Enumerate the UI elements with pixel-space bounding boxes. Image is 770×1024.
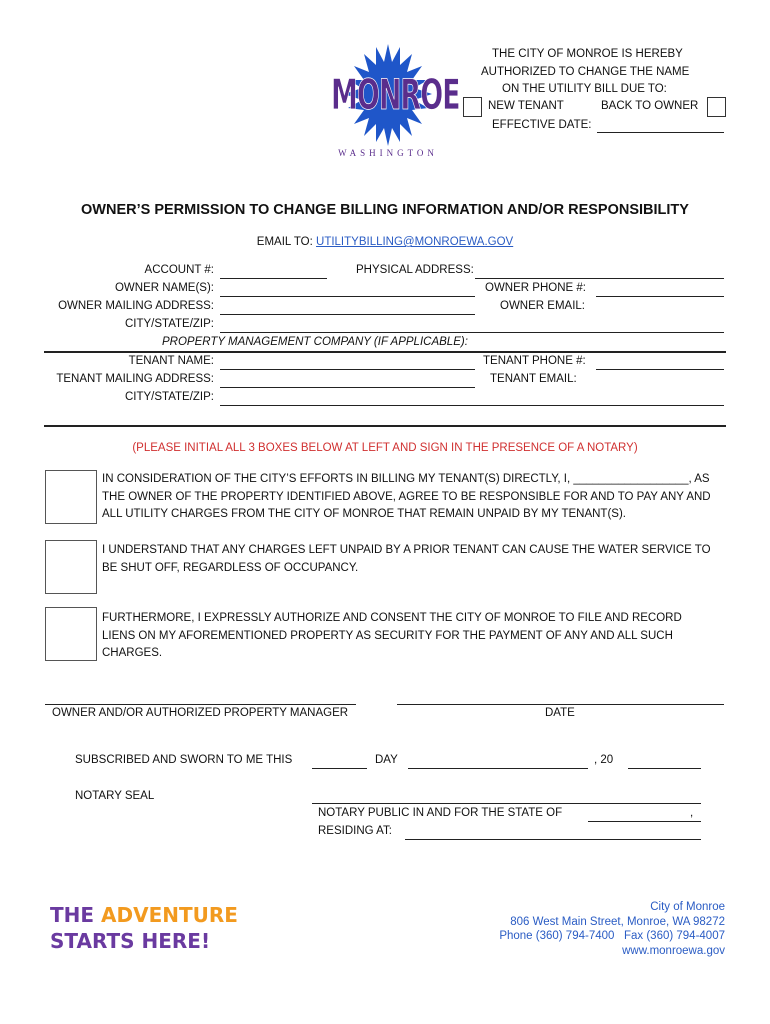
clause-3: FURTHERMORE, I EXPRESSLY AUTHORIZE AND CONSENT THE CITY OF MONROE TO FILE AND RECORD LIENS ON MY AFOREMENTIONED PROPERTY AS SECURITY FOR THE PAYMENT OF ANY AND ALL SUCH CHARGES. — [102, 612, 682, 659]
pm-divider — [44, 351, 726, 353]
slogan-adventure: ADVENTURE — [101, 903, 238, 927]
day-field[interactable] — [312, 768, 367, 769]
owner-email-label: OWNER EMAIL: — [500, 300, 585, 312]
tenant-city-label: CITY/STATE/ZIP: — [124, 391, 214, 403]
notary-state-comma: , — [690, 807, 694, 819]
owner-mailing-label: OWNER MAILING ADDRESS: — [58, 300, 214, 312]
contact-phone: Phone (360) 794-7400 Fax (360) 794-4007 — [499, 930, 725, 942]
initial-box-1[interactable] — [45, 470, 97, 524]
tenant-divider — [44, 425, 726, 427]
tenant-email-label: TENANT EMAIL: — [490, 373, 577, 385]
owner-city-label: CITY/STATE/ZIP: — [124, 318, 214, 330]
new-tenant-checkbox[interactable] — [463, 97, 482, 117]
contact-block — [499, 900, 725, 958]
residing-label: RESIDING AT: — [318, 825, 392, 837]
notary-state-label: NOTARY PUBLIC IN AND FOR THE STATE OF — [318, 807, 563, 819]
pm-label: PROPERTY MANAGEMENT COMPANY (IF APPLICABLE): — [162, 336, 468, 348]
logo-tagline: WASHINGTON — [338, 148, 438, 158]
logo-wordmark: MONROE — [331, 72, 460, 121]
day-label: DAY — [375, 754, 398, 766]
owner-names-field[interactable] — [220, 296, 475, 297]
year-field[interactable] — [628, 768, 701, 769]
tenant-city-field[interactable] — [220, 405, 724, 406]
owner-phone-field[interactable] — [596, 296, 724, 297]
notary-instruction: (PLEASE INITIAL ALL 3 BOXES BELOW AT LEFT AND SIGN IN THE PRESENCE OF A NOTARY) — [132, 442, 638, 454]
email-label: EMAIL TO: — [256, 236, 313, 248]
account-label: ACCOUNT #: — [144, 264, 214, 276]
month-field[interactable] — [408, 768, 588, 769]
notice-line-1: THE CITY OF MONROE IS HEREBY — [492, 48, 683, 60]
owner-mailing-field[interactable] — [220, 314, 475, 315]
contact-website[interactable]: www.monroewa.gov — [622, 944, 725, 957]
physical-address-field[interactable] — [475, 278, 724, 279]
effective-date-field[interactable] — [597, 132, 724, 133]
notary-signature-field[interactable] — [312, 803, 701, 804]
clause-1: IN CONSIDERATION OF THE CITY’S EFFORTS IN BILLING MY TENANT(S) DIRECTLY, I, __________________, AS THE OWNER OF THE PROPERTY IDENTIFIED ABOVE, AGREE TO BE RESPONSIBLE FOR AND TO PAY ANY AND ALL UTILITY CHARGES FROM THE CITY OF MONROE THAT REMAIN UNPAID BY MY TENANT(S). — [102, 473, 711, 520]
effective-date-label: EFFECTIVE DATE: — [492, 119, 592, 131]
notary-seal-label: NOTARY SEAL — [75, 790, 155, 802]
slogan-line-2: STARTS HERE! — [50, 929, 211, 953]
email-line — [0, 236, 770, 248]
back-to-owner-label: BACK TO OWNER — [601, 100, 699, 112]
clause-2: I UNDERSTAND THAT ANY CHARGES LEFT UNPAID BY A PRIOR TENANT CAN CAUSE THE WATER SERVICE TO BE SHUT OFF, REGARDLESS OF OCCUPANCY. — [102, 544, 711, 574]
page-title: OWNER’S PERMISSION TO CHANGE BILLING INFORMATION AND/OR RESPONSIBILITY — [81, 202, 689, 218]
notice-line-3: ON THE UTILITY BILL DUE TO: — [502, 83, 667, 95]
notary-state-field[interactable] — [588, 821, 701, 822]
initial-box-3[interactable] — [45, 607, 97, 661]
city-logo — [328, 42, 460, 162]
owner-signature-field[interactable] — [45, 704, 356, 705]
owner-phone-label: OWNER PHONE #: — [485, 282, 586, 294]
account-field[interactable] — [220, 278, 327, 279]
notice-line-2: AUTHORIZED TO CHANGE THE NAME — [481, 66, 690, 78]
tenant-name-field[interactable] — [220, 369, 475, 370]
slogan — [50, 902, 238, 954]
email-link[interactable]: UTILITYBILLING@MONROEWA.GOV — [316, 236, 514, 248]
tenant-phone-label: TENANT PHONE #: — [483, 355, 586, 367]
initial-box-2[interactable] — [45, 540, 97, 594]
owner-signature-label: OWNER AND/OR AUTHORIZED PROPERTY MANAGER — [52, 707, 349, 719]
tenant-phone-field[interactable] — [596, 369, 724, 370]
physical-address-label: PHYSICAL ADDRESS: — [356, 264, 474, 276]
new-tenant-label: NEW TENANT — [488, 100, 564, 112]
tenant-name-label: TENANT NAME: — [128, 355, 214, 367]
residing-field[interactable] — [405, 839, 701, 840]
tenant-mailing-field[interactable] — [220, 387, 475, 388]
owner-names-label: OWNER NAME(S): — [114, 282, 214, 294]
tenant-mailing-label: TENANT MAILING ADDRESS: — [56, 373, 214, 385]
owner-city-field[interactable] — [220, 332, 724, 333]
back-to-owner-checkbox[interactable] — [707, 97, 726, 117]
slogan-the: THE — [50, 903, 95, 927]
slogan-line-1 — [50, 902, 238, 928]
subscribed-label: SUBSCRIBED AND SWORN TO ME THIS — [75, 754, 293, 766]
contact-city: City of Monroe — [650, 901, 725, 913]
signature-date-field[interactable] — [397, 704, 724, 705]
contact-address: 806 West Main Street, Monroe, WA 98272 — [510, 915, 725, 928]
signature-date-label: DATE — [545, 707, 575, 719]
year-prefix-label: , 20 — [594, 754, 614, 766]
